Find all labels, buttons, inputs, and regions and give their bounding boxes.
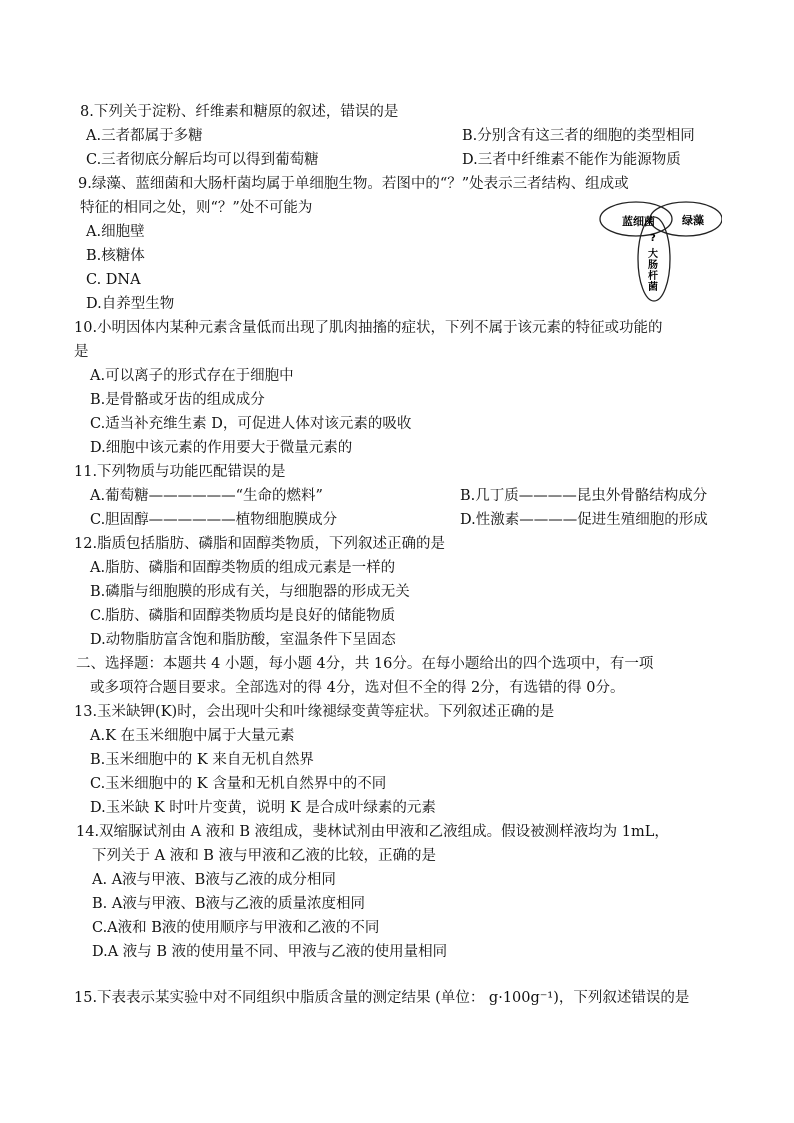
q10-option-a: A.可以离子的形式存在于细胞中	[90, 368, 294, 384]
lanxijun-label: 蓝细菌	[622, 215, 655, 228]
q9-option-b: B.核糖体	[86, 248, 145, 264]
q9-option-d: D.自养型生物	[86, 296, 175, 312]
q9-stem-line2: 特征的相同之处，则“？”处不可能为	[80, 200, 313, 216]
organism-overlap-diagram	[598, 195, 722, 303]
q13-option-d: D.玉米缺 K 时叶片变黄，说明 K 是合成叶绿素的元素	[90, 800, 436, 816]
dachang-label-3: 杆	[648, 271, 658, 282]
question-mark-label: ?	[650, 233, 656, 244]
q14-option-d: D.A 液与 B 液的使用量不同、甲液与乙液的使用量相同	[92, 944, 448, 960]
q14-option-a: A. A液与甲液、B液与乙液的成分相同	[92, 872, 336, 888]
lvzao-label: 绿藻	[682, 214, 704, 227]
section2-instructions-line1: 二、选择题：本题共 4 小题，每小题 4分，共 16分。在每小题给出的四个选项中，有一项	[76, 656, 654, 672]
q10-stem-line1: 10.小明因体内某种元素含量低而出现了肌肉抽搐的症状，下列不属于该元素的特征或功能的	[74, 320, 663, 336]
q9-stem-line1: 9.绿藻、蓝细菌和大肠杆菌均属于单细胞生物。若图中的“？”处表示三者结构、组成或	[78, 176, 629, 192]
q10-option-c: C.适当补充维生素 D，可促进人体对该元素的吸收	[90, 416, 412, 432]
q8-option-b: B.分别含有这三者的细胞的类型相同	[462, 128, 695, 144]
q8-stem: 8.下列关于淀粉、纤维素和糖原的叙述，错误的是	[80, 104, 399, 120]
dachang-label-4: 菌	[648, 282, 658, 293]
q8-option-c: C.三者彻底分解后均可以得到葡萄糖	[86, 152, 319, 168]
dachang-label-2: 肠	[648, 260, 658, 271]
q9-option-a: A.细胞壁	[86, 224, 145, 240]
q8-option-d: D.三者中纤维素不能作为能源物质	[462, 152, 681, 168]
q11-option-a: A.葡萄糖——————“生命的燃料”	[90, 488, 323, 504]
q8-option-a: A.三者都属于多糖	[86, 128, 203, 144]
q13-stem: 13.玉米缺钾(K)时，会出现叶尖和叶缘褪绿变黄等症状。下列叙述正确的是	[74, 704, 555, 720]
q14-stem-line2: 下列关于 A 液和 B 液与甲液和乙液的比较，正确的是	[92, 848, 437, 864]
q10-option-d: D.细胞中该元素的作用要大于微量元素的	[90, 440, 353, 456]
q11-option-d: D.性激素————促进生殖细胞的形成	[460, 512, 708, 528]
q12-option-c: C.脂肪、磷脂和固醇类物质均是良好的储能物质	[90, 608, 396, 624]
q12-option-a: A.脂肪、磷脂和固醇类物质的组成元素是一样的	[90, 560, 396, 576]
q12-option-d: D.动物脂肪富含饱和脂肪酸，室温条件下呈固态	[90, 632, 396, 648]
q13-option-a: A.K 在玉米细胞中属于大量元素	[90, 728, 295, 744]
dachang-label-1: 大	[648, 249, 658, 260]
q10-stem-line2: 是	[74, 344, 89, 360]
q13-option-b: B.玉米细胞中的 K 来自无机自然界	[90, 752, 314, 768]
q11-option-b: B.几丁质————昆虫外骨骼结构成分	[460, 488, 708, 504]
q14-option-c: C.A液和 B液的使用顺序与甲液和乙液的不同	[92, 920, 380, 936]
q12-stem: 12.脂质包括脂肪、磷脂和固醇类物质，下列叙述正确的是	[74, 536, 446, 552]
q13-option-c: C.玉米细胞中的 K 含量和无机自然界中的不同	[90, 776, 387, 792]
q10-option-b: B.是骨骼或牙齿的组成成分	[90, 392, 265, 408]
q14-stem-line1: 14.双缩脲试剂由 A 液和 B 液组成，斐林试剂由甲液和乙液组成。假设被测样液均为 1mL，	[76, 824, 669, 840]
q14-option-b: B. A液与甲液、B液与乙液的质量浓度相同	[92, 896, 365, 912]
q9-option-c: C. DNA	[86, 272, 141, 288]
q12-option-b: B.磷脂与细胞膜的形成有关，与细胞器的形成无关	[90, 584, 410, 600]
q11-stem: 11.下列物质与功能匹配错误的是	[74, 464, 286, 480]
section2-instructions-line2: 或多项符合题目要求。全部选对的得 4分，选对但不全的得 2分，有选错的得 0分。	[90, 680, 625, 696]
q11-option-c: C.胆固醇——————植物细胞膜成分	[90, 512, 338, 528]
q15-stem: 15.下表表示某实验中对不同组织中脂质含量的测定结果 (单位： g·100g⁻¹)，下列叙述错误的是	[74, 990, 690, 1006]
